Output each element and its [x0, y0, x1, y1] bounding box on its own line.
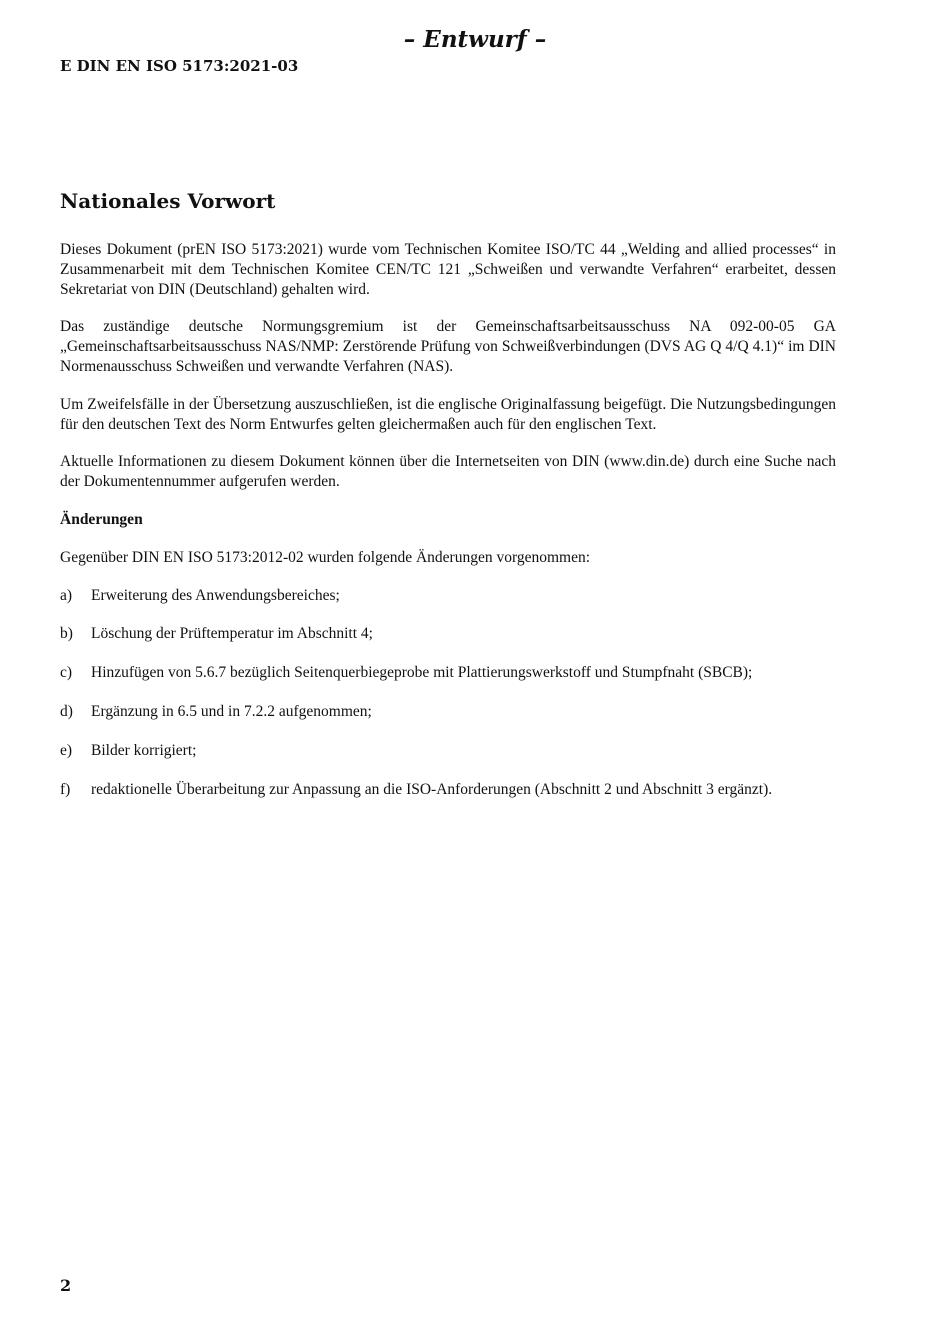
list-item-text: Bilder korrigiert;: [91, 741, 197, 759]
list-item-marker: e): [60, 741, 73, 759]
list-item-marker: f): [60, 780, 71, 798]
foreword-paragraph: Um Zweifelsfälle in der Übersetzung auszuschließen, ist die englische Originalfassung beigefügt. Die Nutzungsbedingungen für den deutschen Text des Norm Entwurfes gelten gleichermaßen auch für den englischen Text.: [60, 395, 836, 433]
page-content: [60, 186, 836, 818]
list-item-marker: d): [60, 702, 73, 720]
section-title: Nationales Vorwort: [60, 189, 276, 213]
foreword-paragraph: Das zuständige deutsche Normungsgremium ist der Gemeinschaftsarbeitsausschuss NA 092-00-05 GA „Gemeinschaftsarbeitsausschuss NAS/NMP: Zerstörende Prüfung von Schweißverbindungen (DVS AG Q 4/Q 4.1)“ im DIN Normenausschuss Schweißen und verwandte Verfahren (NAS).: [60, 318, 836, 375]
foreword-paragraph: Dieses Dokument (prEN ISO 5173:2021) wurde vom Technischen Komitee ISO/TC 44 „Welding and allied processes“ in Zusammenarbeit mit dem Technischen Komitee CEN/TC 121 „Schweißen und verwandte Verfahren“ erarbeitet, dessen Sekretariat von DIN (Deutschland) gehalten wird.: [60, 241, 836, 298]
list-item: [60, 741, 836, 761]
list-item-text: Ergänzung in 6.5 und in 7.2.2 aufgenommen;: [91, 702, 372, 720]
list-item-text: Löschung der Prüftemperatur im Abschnitt 4;: [91, 625, 373, 643]
changes-list: [60, 586, 836, 800]
list-item: [60, 702, 836, 722]
list-item-text: redaktionelle Überarbeitung zur Anpassung an die ISO-Anforderungen (Abschnitt 2 und Abschnitt 3 ergänzt).: [91, 780, 773, 798]
list-item: [60, 780, 836, 800]
list-item-marker: b): [60, 625, 73, 643]
changes-heading: Änderungen: [60, 510, 143, 528]
list-item-marker: a): [60, 586, 73, 604]
list-item-text: Hinzufügen von 5.6.7 bezüglich Seitenquerbiegeprobe mit Plattierungswerkstoff und Stumpfnaht (SBCB);: [91, 664, 753, 682]
page-number: 2: [60, 1276, 72, 1295]
foreword-paragraph: Aktuelle Informationen zu diesem Dokument können über die Internetseiten von DIN (www.din.de) durch eine Suche nach der Dokumentennummer aufgerufen werden.: [60, 453, 836, 491]
list-item: [60, 586, 836, 606]
list-item-text: Erweiterung des Anwendungsbereiches;: [91, 586, 340, 604]
list-item-marker: c): [60, 664, 73, 682]
changes-intro: Gegenüber DIN EN ISO 5173:2012-02 wurden folgende Änderungen vorgenommen:: [60, 548, 591, 566]
draft-watermark-title: – Entwurf –: [403, 26, 547, 53]
list-item: [60, 624, 836, 644]
document-id: E DIN EN ISO 5173:2021-03: [60, 57, 299, 75]
list-item: [60, 663, 836, 683]
